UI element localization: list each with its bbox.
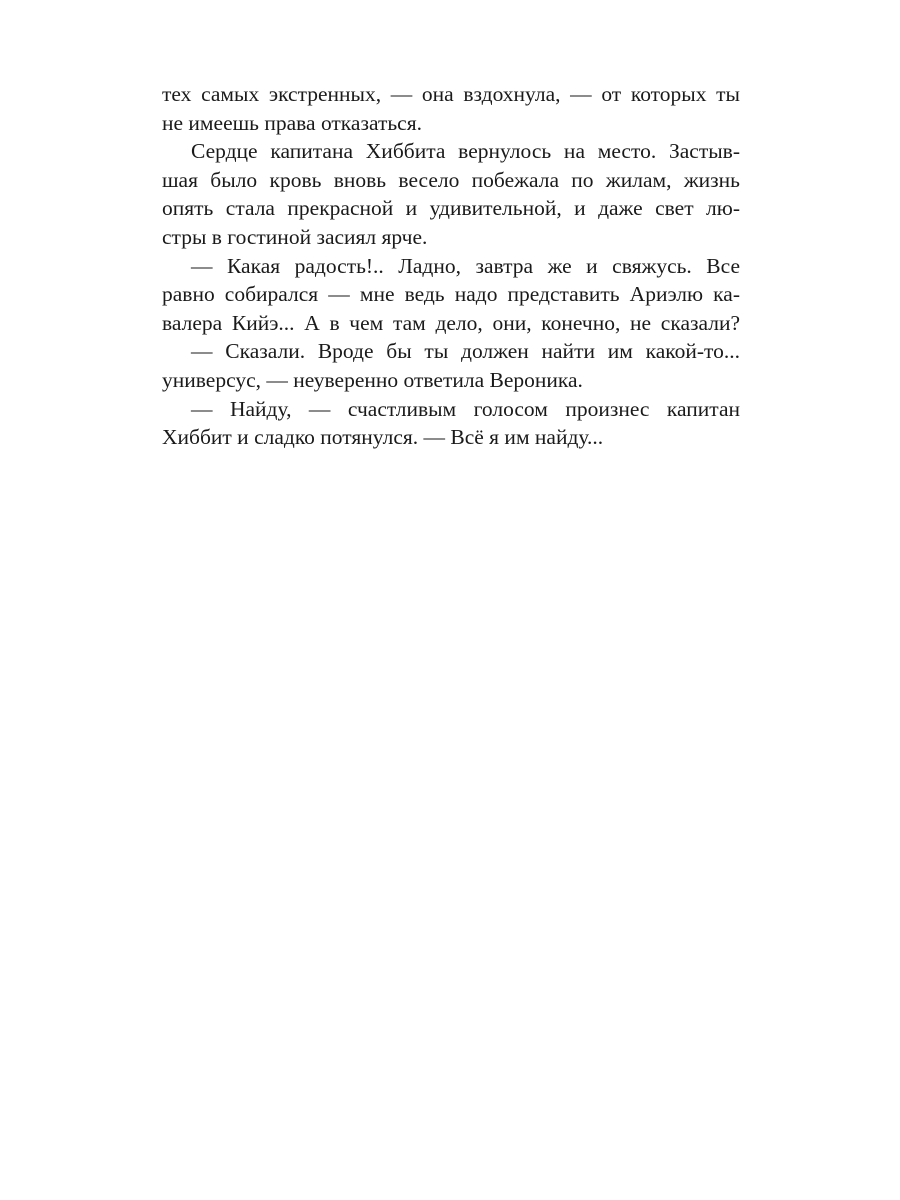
text-line: Сердце капитана Хиббита вернулось на место. Застыв- bbox=[191, 139, 740, 164]
text-line: опять стала прекрасной и удивительной, и даже свет лю- bbox=[162, 196, 740, 221]
text-line: — Найду, — счастливым голосом произнес капитан bbox=[191, 396, 740, 421]
text-line: равно собирался — мне ведь надо представить Ариэлю ка- bbox=[162, 282, 740, 307]
text-line: шая было кровь вновь весело побежала по жилам, жизнь bbox=[162, 167, 740, 192]
text-line: универсус, — неуверенно ответила Вероника. bbox=[162, 367, 583, 392]
text-line: — Какая радость!.. Ладно, завтра же и свяжусь. Все bbox=[191, 253, 740, 278]
text-line: — Сказали. Вроде бы ты должен найти им какой-то... bbox=[191, 339, 740, 364]
text-line: стры в гостиной засиял ярче. bbox=[162, 224, 428, 249]
text-line: тех самых экстренных, — она вздохнула, — от которых ты bbox=[162, 82, 740, 106]
text-line: Хиббит и сладко потянулся. — Всё я им найду... bbox=[162, 425, 604, 450]
text-line: валера Кийэ... А в чем там дело, они, конечно, не сказали? bbox=[162, 310, 740, 335]
text-line: не имеешь права отказаться. bbox=[162, 110, 422, 135]
body-text bbox=[162, 80, 740, 452]
